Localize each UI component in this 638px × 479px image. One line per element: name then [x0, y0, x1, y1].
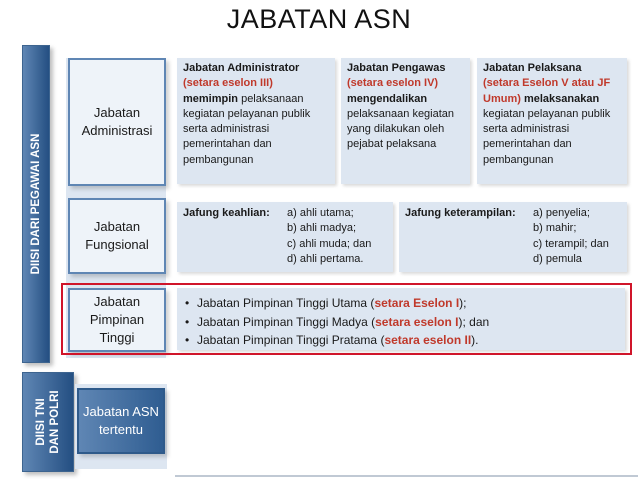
card-pengawas-heading: Jabatan Pengawas	[347, 62, 446, 74]
category-jabatan-asn-tertentu	[77, 388, 165, 454]
card-administrator-verb: memimpin	[183, 92, 239, 105]
bullet-utama-echelon: setara Eselon I	[374, 296, 460, 310]
jafung-keterampilan-item-2: b) mahir;	[533, 222, 577, 235]
jafung-keterampilan-item-4: d) pemula	[533, 252, 582, 265]
bullet-glyph: •	[185, 314, 190, 329]
bullet-madya-post: ); dan	[458, 314, 490, 329]
jafung-keahlian-item-4: d) ahli pertama.	[287, 252, 364, 265]
side-label-tni-polri	[34, 390, 62, 453]
side-label-tni-line2: DAN POLRI	[49, 390, 61, 454]
card-pelaksana-text: kegiatan pelayanan publik serta administrasi pemerintahan dan pembangunan	[483, 107, 611, 166]
category-administrasi-line2: Administrasi	[81, 123, 153, 138]
bullet-madya-pre: Jabatan Pimpinan Tinggi Madya (	[197, 314, 376, 329]
side-bar-tni-polri	[22, 372, 74, 472]
category-asn-tertentu-line2: tertentu	[98, 422, 144, 437]
jafung-keahlian-item-2: b) ahli madya;	[287, 222, 357, 235]
category-pimpinan-line3: Tinggi	[99, 330, 135, 345]
bullet-utama-pre: Jabatan Pimpinan Tinggi Utama (	[197, 296, 375, 310]
card-administrator-heading: Jabatan Administrator	[183, 62, 300, 74]
side-bar-asn	[22, 45, 50, 363]
card-administrator	[177, 58, 335, 184]
divider-line	[175, 475, 638, 477]
card-pengawas-echelon: (setara eselon IV)	[347, 77, 439, 90]
card-jafung-keahlian	[177, 202, 393, 272]
bullet-glyph: •	[185, 296, 190, 310]
category-pimpinan-line1: Jabatan	[93, 294, 141, 309]
card-pelaksana-verb: melaksanakan	[520, 92, 600, 105]
bullet-pratama-echelon: setara eselon II	[384, 333, 472, 347]
jafung-keterampilan-item-3: c) terampil; dan	[533, 237, 609, 250]
bullet-glyph: •	[185, 333, 190, 347]
side-label-asn: DIISI DARI PEGAWAI ASN	[30, 133, 42, 275]
bullet-pratama-post: ).	[471, 333, 479, 347]
category-asn-tertentu-line1: Jabatan ASN	[83, 404, 159, 419]
page-title: JABATAN ASN	[226, 4, 412, 34]
card-jafung-keterampilan	[399, 202, 627, 272]
card-administrator-text: pelaksanaan kegiatan pelayanan publik serta administrasi pemerintahan dan pembangunan	[183, 92, 311, 166]
side-label-tni-line1: DIISI TNI	[35, 398, 47, 446]
jafung-keterampilan-item-1: a) penyelia;	[533, 207, 590, 219]
card-administrator-echelon: (setara eselon III)	[183, 77, 273, 90]
bullet-madya-echelon: setara eselon I	[375, 314, 459, 329]
jafung-keterampilan-label: Jafung keterampilan:	[405, 207, 516, 219]
category-pimpinan-line2: Pimpinan	[89, 312, 145, 327]
jafung-keahlian-item-3: c) ahli muda; dan	[287, 237, 372, 250]
category-fungsional-line1: Jabatan	[93, 219, 141, 234]
card-pelaksana-heading: Jabatan Pelaksana	[483, 62, 582, 74]
card-pelaksana	[477, 58, 627, 184]
category-administrasi-line1: Jabatan	[93, 105, 141, 120]
jafung-keahlian-label: Jafung keahlian:	[183, 207, 270, 219]
highlight-frame-pimpinan-tinggi	[61, 283, 632, 355]
card-pengawas	[341, 58, 470, 184]
card-pengawas-verb: mengendalikan	[347, 92, 428, 105]
category-fungsional-line2: Fungsional	[85, 237, 149, 252]
category-jabatan-fungsional	[68, 198, 166, 274]
bullet-pratama-pre: Jabatan Pimpinan Tinggi Pratama (	[197, 333, 385, 347]
bullet-utama-post: );	[459, 296, 467, 310]
category-jabatan-administrasi	[68, 58, 166, 186]
card-pengawas-text: pelaksanaan kegiatan yang dilakukan oleh pejabat pelaksana	[347, 107, 455, 151]
jafung-keahlian-item-1: a) ahli utama;	[287, 207, 354, 219]
card-pelaksana-echelon: (setara Eselon V atau JF Umum)	[483, 77, 611, 105]
